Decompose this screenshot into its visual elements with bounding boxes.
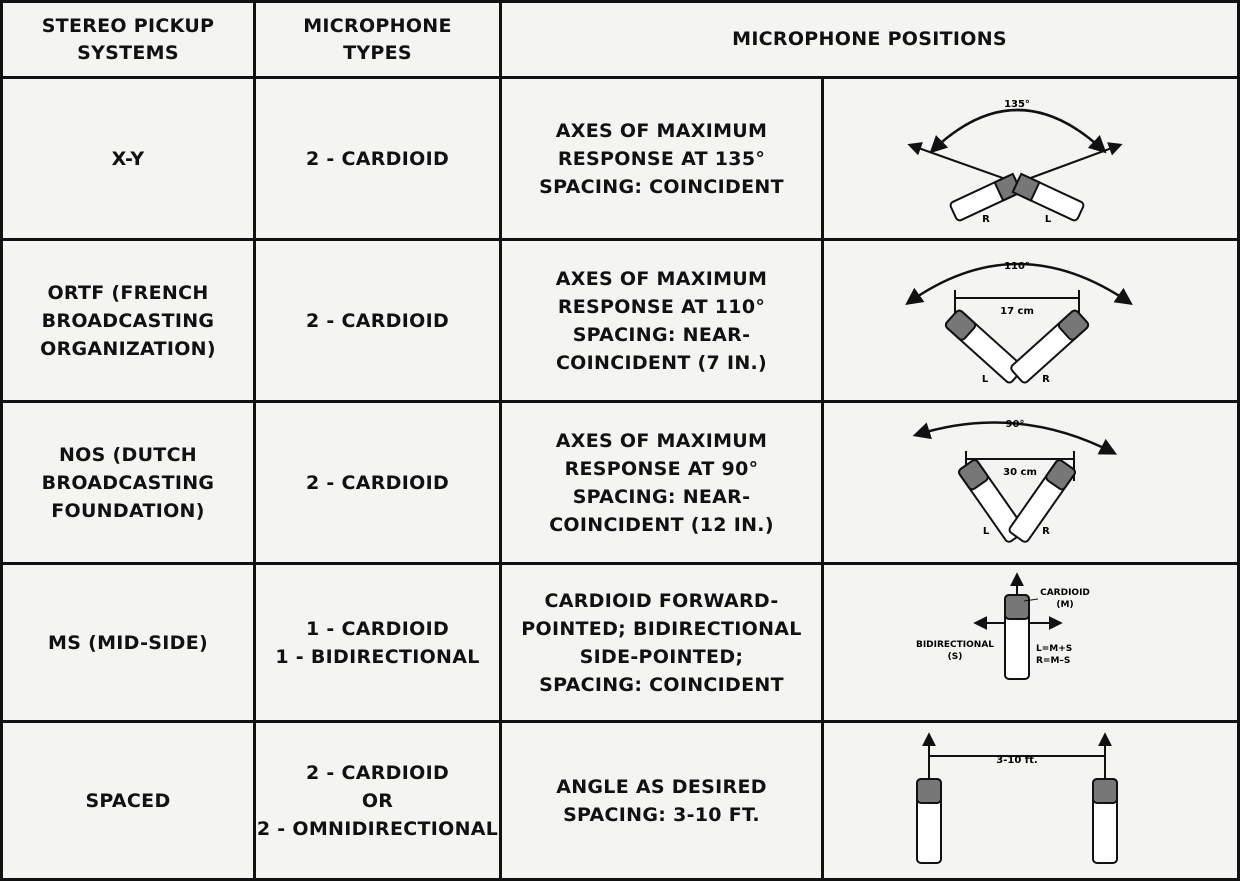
bidirectional-sub-label: (S) — [947, 652, 963, 662]
row-xy-description: AXES OF MAXIMUM RESPONSE AT 135° SPACING: COINCIDENT — [539, 119, 784, 198]
row-spaced-types: 2 - CARDIOID OR 2 - OMNIDIRECTIONAL — [256, 761, 499, 840]
row-ms-types: 1 - CARDIOID 1 - BIDIRECTIONAL — [275, 617, 480, 668]
angle-label: 110° — [1004, 261, 1030, 272]
angle-arc — [932, 110, 1104, 151]
axis-left — [910, 145, 1017, 183]
xy-diagram — [824, 79, 1237, 238]
row-xy-system: X-Y — [111, 147, 145, 170]
row-nos-description: AXES OF MAXIMUM RESPONSE AT 90° SPACING: NEAR- COINCIDENT (12 IN.) — [549, 429, 774, 536]
mic-label-right: R — [1042, 526, 1050, 537]
row-ortf-types: 2 - CARDIOID — [305, 309, 450, 332]
equation-left: L=M+S — [1036, 644, 1073, 654]
mic-left — [917, 779, 941, 863]
spacing-label: 17 cm — [1000, 306, 1034, 317]
angle-label: 90° — [1005, 419, 1025, 430]
row-ortf-description: AXES OF MAXIMUM RESPONSE AT 110° SPACING: NEAR- COINCIDENT (7 IN.) — [555, 267, 768, 374]
spacing-label: 3-10 ft. — [996, 755, 1038, 766]
row-spaced-system: SPACED — [85, 789, 171, 812]
spaced-diagram — [824, 723, 1237, 878]
mic-right — [1010, 309, 1090, 384]
mic-right — [1093, 779, 1117, 863]
header-types: MICROPHONE TYPES — [303, 14, 452, 64]
row-ms-description: CARDIOID FORWARD- POINTED; BIDIRECTIONAL SIDE-POINTED; SPACING: COINCIDENT — [521, 589, 802, 696]
mic-label-right: L — [1044, 214, 1052, 225]
cardioid-label: CARDIOID — [1040, 588, 1090, 598]
angle-label: 135° — [1004, 99, 1030, 110]
bidirectional-label: BIDIRECTIONAL — [915, 640, 995, 650]
cardioid-sub-label: (M) — [1056, 600, 1074, 610]
spacing-label: 30 cm — [1003, 467, 1037, 478]
mic-label-left: R — [982, 214, 990, 225]
mic-ms — [1005, 595, 1029, 679]
row-spaced-description: ANGLE AS DESIRED SPACING: 3-10 FT. — [556, 775, 767, 826]
row-xy-types: 2 - CARDIOID — [305, 147, 450, 170]
ortf-diagram — [824, 241, 1237, 400]
mic-left — [944, 309, 1024, 384]
header-systems: STEREO PICKUP SYSTEMS — [41, 14, 215, 64]
nos-diagram — [824, 403, 1237, 562]
header-positions: MICROPHONE POSITIONS — [732, 28, 1007, 50]
row-nos-system: NOS (DUTCH BROADCASTING FOUNDATION) — [41, 443, 215, 522]
mic-label-left: L — [981, 374, 989, 385]
ms-diagram — [824, 565, 1237, 720]
axis-right — [1017, 145, 1120, 183]
mic-label-right: R — [1042, 374, 1050, 385]
row-nos-types: 2 - CARDIOID — [305, 471, 450, 494]
row-ms-system: MS (MID-SIDE) — [48, 631, 208, 654]
row-ortf-system: ORTF (FRENCH BROADCASTING ORGANIZATION) — [40, 281, 216, 360]
equation-right: R=M–S — [1036, 656, 1071, 666]
mic-label-left: L — [982, 526, 990, 537]
